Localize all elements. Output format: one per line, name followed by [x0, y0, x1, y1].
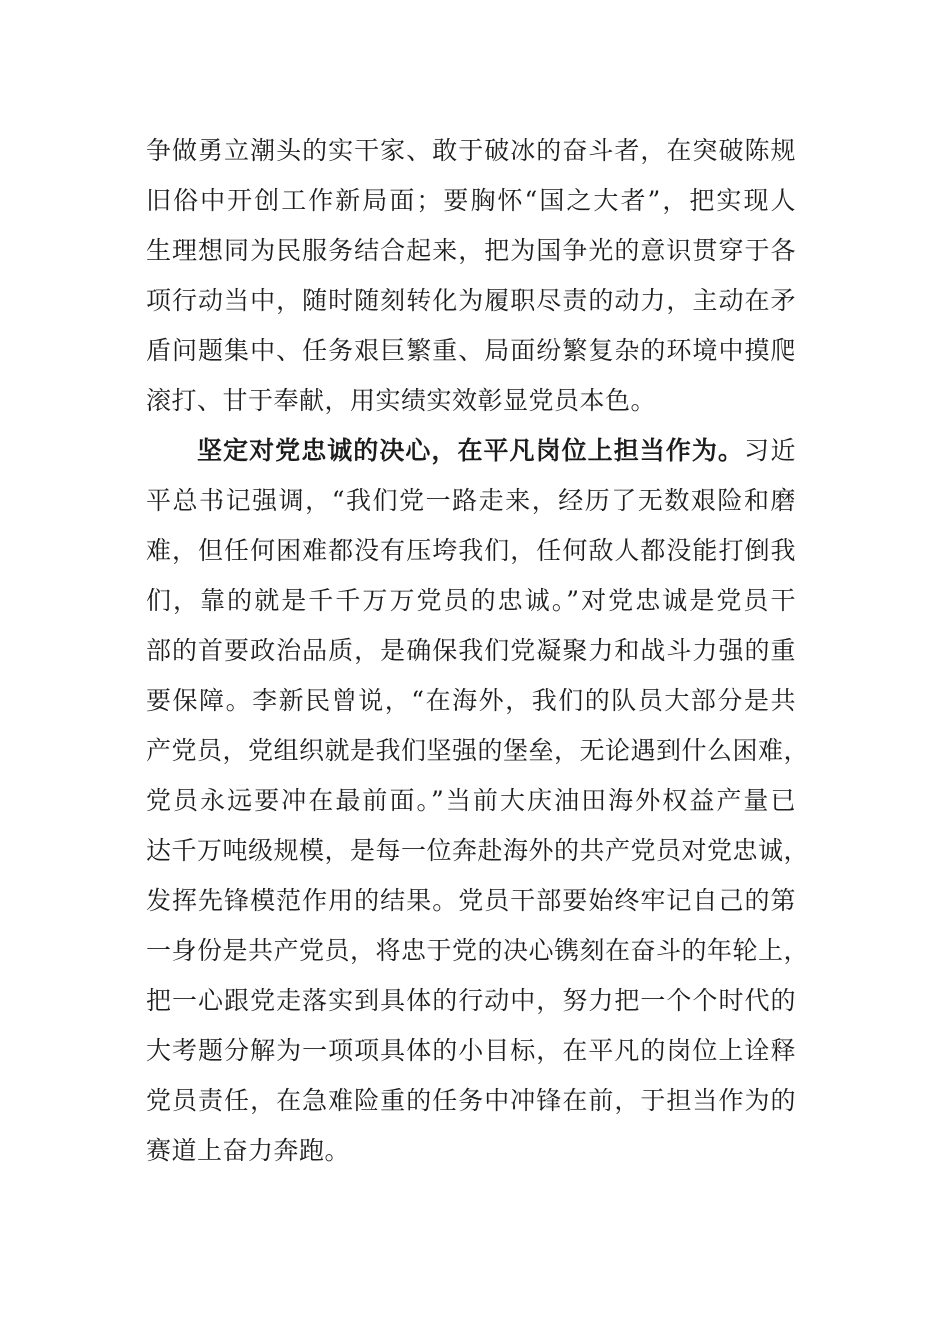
text-line: 产党员，党组织就是我们坚强的堡垒，无论遇到什么困难，	[146, 736, 810, 765]
text-line: 赛道上奋力奔跑。	[146, 1136, 351, 1165]
text-line: 达千万吨级规模，是每一位奔赴海外的共产党员对党忠诚，	[146, 836, 810, 865]
text-line: 要保障。李新民曾说，“在海外，我们的队员大部分是共	[146, 686, 796, 715]
text-line: 党员永远要冲在最前面。”当前大庆油田海外权益产量已	[146, 786, 796, 815]
text-line: 旧俗中开创工作新局面；要胸怀“国之大者”，把实现人	[146, 186, 796, 215]
text-line: 难，但任何困难都没有压垮我们，任何敌人都没能打倒我	[146, 536, 796, 565]
text-line: 生理想同为民服务结合起来，把为国争光的意识贯穿于各	[146, 236, 796, 265]
paragraph-heading: 坚定对党忠诚的决心，在平凡岗位上担当作为。	[196, 436, 744, 465]
text-line: 平总书记强调，“我们党一路走来，经历了无数艰险和磨	[146, 486, 796, 515]
paragraph-1	[146, 126, 796, 426]
text-line: 们，靠的就是千千万万党员的忠诚。”对党忠诚是党员干	[146, 586, 796, 615]
document-body	[146, 126, 810, 1176]
text-line: 盾问题集中、任务艰巨繁重、局面纷繁复杂的环境中摸爬	[146, 336, 796, 365]
paragraph-heading-continuation: 习近	[743, 436, 796, 465]
text-line: 把一心跟党走落实到具体的行动中，努力把一个个时代的	[146, 986, 796, 1015]
text-line: 发挥先锋模范作用的结果。党员干部要始终牢记自己的第	[146, 886, 796, 915]
text-line: 项行动当中，随时随刻转化为履职尽责的动力，主动在矛	[146, 286, 796, 315]
text-line: 党员责任，在急难险重的任务中冲锋在前，于担当作为的	[146, 1086, 796, 1115]
text-line: 争做勇立潮头的实干家、敢于破冰的奋斗者，在突破陈规	[146, 136, 796, 165]
text-line: 一身份是共产党员，将忠于党的决心镌刻在奋斗的年轮上，	[146, 936, 810, 965]
text-line: 滚打、甘于奉献，用实绩实效彰显党员本色。	[146, 386, 657, 415]
text-line: 大考题分解为一项项具体的小目标，在平凡的岗位上诠释	[146, 1036, 796, 1065]
paragraph-2	[146, 426, 810, 1176]
paragraph-2-first-line	[146, 426, 796, 476]
text-line: 部的首要政治品质，是确保我们党凝聚力和战斗力强的重	[146, 636, 796, 665]
